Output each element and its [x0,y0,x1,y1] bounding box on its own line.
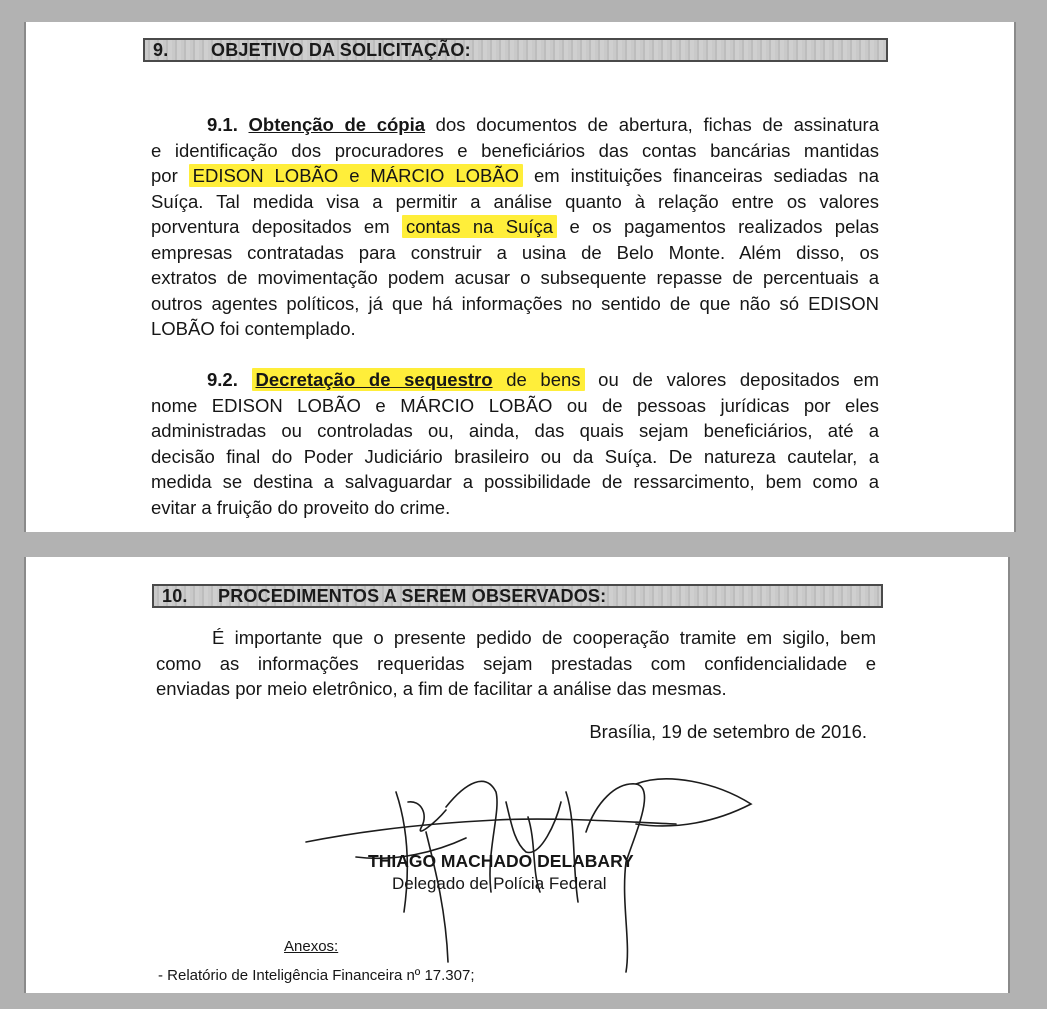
signer-name: THIAGO MACHADO DELABARY [368,851,634,871]
text-line: enviadas por meio eletrônico, a fim de facilitar a análise das mesmas. [156,678,727,699]
text-span: porventura depositados em [151,216,390,237]
document-page-1 [24,22,1016,532]
text-span: de bens [506,369,581,390]
item-lead: Obtenção de cópia [248,114,426,135]
highlight-names: EDISON LOBÃO e MÁRCIO LOBÃO [189,164,523,187]
text-line: Suíça. Tal medida visa a permitir a análise quanto à relação entre os valores [151,190,879,212]
paragraph-9-1 [151,112,879,342]
item-lead: Decretação de sequestro [255,369,493,390]
text-line: extratos de movimentação podem acusar o subsequente repasse de percentuais a [151,267,879,288]
text-line [151,112,879,138]
text-line: decisão final do Poder Judiciário brasileiro ou da Suíça. De natureza cautelar, a [151,445,879,467]
text-line: medida se destina a salvaguardar a possibilidade de ressarcimento, bem como a [151,471,879,492]
text-line [151,367,879,393]
section-9-header [143,38,888,62]
paragraph-9-2 [151,367,879,520]
document-page-2 [24,557,1010,993]
text-span: em instituições financeiras sediadas na [534,165,879,186]
text-line [151,214,879,240]
section-title: PROCEDIMENTOS A SEREM OBSERVADOS: [218,586,607,606]
text-line: evitar a fruição do proveito do crime. [151,496,451,518]
annex-item: - Relatório de Inteligência Financeira nº 17.307; [158,967,475,984]
text-line: como as informações requeridas sejam prestadas com confidencialidade e [156,652,876,674]
item-label: 9.1. [207,114,238,135]
text-line [151,163,879,189]
annex-heading: Anexos: [284,938,339,955]
text-line: administradas ou controladas ou, ainda, das quais sejam beneficiários, até a [151,420,879,441]
signer-role: Delegado de Polícia Federal [392,874,607,893]
text-span: por [151,165,178,186]
text-span: É importante que o presente pedido de cooperação tramite em sigilo, bem [212,627,876,648]
section-10-header [152,584,883,608]
text-line: outros agentes políticos, já que há informações no sentido de que não só EDISON [151,292,879,314]
text-line: e identificação dos procuradores e beneficiários das contas bancárias mantidas [151,139,879,161]
text-span: e os pagamentos realizados pelas [569,216,880,237]
text-line [156,625,876,651]
highlight-sequestration [252,368,585,391]
paragraph-10 [156,625,876,702]
text-line: empresas contratadas para construir a usina de Belo Monte. Além disso, os [151,241,879,263]
section-title: OBJETIVO DA SOLICITAÇÃO: [211,40,471,60]
text-line: LOBÃO foi contemplado. [151,318,356,339]
text-span: dos documentos de abertura, fichas de assinatura [435,114,879,135]
highlight-accounts: contas na Suíça [402,215,557,238]
section-number: 10. [162,586,188,606]
text-line: nome EDISON LOBÃO e MÁRCIO LOBÃO ou de pessoas jurídicas por eles [151,394,879,416]
section-number: 9. [153,40,169,60]
text-span: ou de valores depositados em [598,369,879,390]
document-date: Brasília, 19 de setembro de 2016. [589,721,867,742]
item-label: 9.2. [207,369,238,390]
